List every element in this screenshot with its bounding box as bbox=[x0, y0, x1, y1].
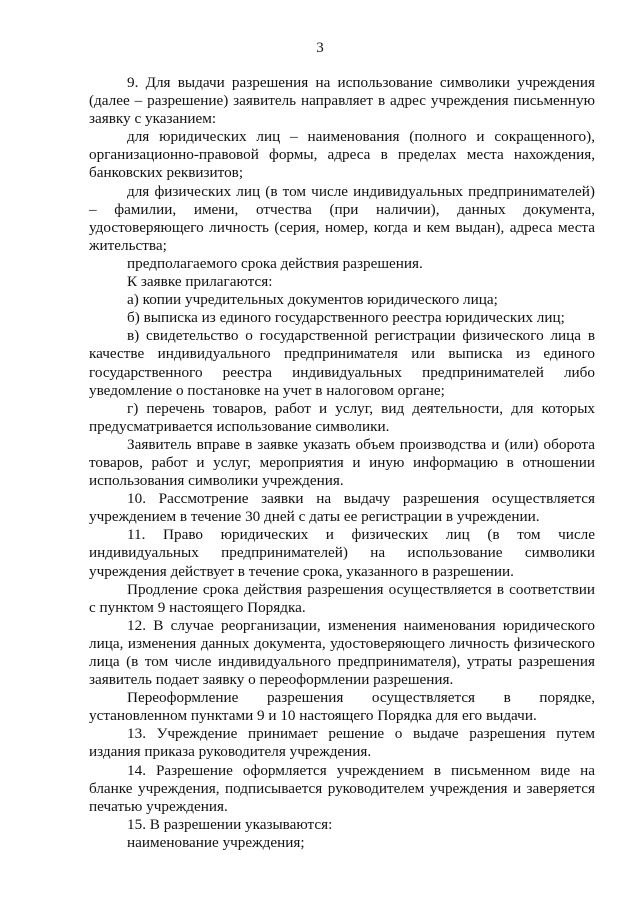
paragraph-applicant-rights: Заявитель вправе в заявке указать объем производства и (или) оборота товаров, работ и услуг, мероприятия и иную информацию в отношении использования символики учреждения. bbox=[89, 435, 595, 490]
paragraph-reissue: Переоформление разрешения осуществляется в порядке, установленном пунктами 9 и 10 настоящего Порядка для его выдачи. bbox=[89, 689, 595, 725]
paragraph-12: 12. В случае реорганизации, изменения наименования юридического лица, изменения данных документа, удостоверяющего личность физического лица (в том числе индивидуального предпринимателя), утраты разрешения заявитель подает заявку о переоформлении разрешения. bbox=[89, 616, 595, 689]
page-number: 3 bbox=[316, 40, 324, 56]
paragraph-item-g: г) перечень товаров, работ и услуг, вид деятельности, для которых предусматривается использование символики. bbox=[89, 399, 595, 435]
paragraph-14: 14. Разрешение оформляется учреждением в письменном виде на бланке учреждения, подписывается руководителем учреждения и заверяется печатью учреждения. bbox=[89, 761, 595, 815]
paragraph-13: 13. Учреждение принимает решение о выдаче разрешения путем издания приказа руководителя учреждения. bbox=[89, 725, 595, 761]
document-body bbox=[89, 74, 595, 852]
paragraph-15: 15. В разрешении указываются: bbox=[127, 815, 333, 833]
paragraph-attachments: К заявке прилагаются: bbox=[127, 273, 273, 291]
paragraph-term: предполагаемого срока действия разрешения. bbox=[127, 254, 423, 272]
paragraph-item-v: в) свидетельство о государственной регистрации физического лица в качестве индивидуального предпринимателя или выписка из единого государственного реестра индивидуальных предпринимателей либо уведомление о постановке на учет в налоговом органе; bbox=[89, 327, 595, 399]
paragraph-item-b: б) выписка из единого государственного реестра юридических лиц; bbox=[127, 309, 565, 327]
paragraph-10: 10. Рассмотрение заявки на выдачу разрешения осуществляется учреждением в течение 30 дней с даты ее регистрации в учреждении. bbox=[89, 490, 595, 526]
paragraph-item-a: а) копии учредительных документов юридического лица; bbox=[127, 291, 498, 309]
paragraph-institution-name: наименование учреждения; bbox=[127, 833, 305, 851]
paragraph-9: 9. Для выдачи разрешения на использование символики учреждения (далее – разрешение) заявитель направляет в адрес учреждения письменную заявку с указанием: bbox=[89, 74, 595, 128]
paragraph-extension: Продление срока действия разрешения осуществляется в соответствии с пунктом 9 настоящего Порядка. bbox=[89, 580, 595, 616]
paragraph-legal-entities: для юридических лиц – наименования (полного и сокращенного), организационно-правовой формы, адреса в пределах места нахождения, банковских реквизитов; bbox=[89, 128, 595, 182]
paragraph-individuals: для физических лиц (в том числе индивидуальных предпринимателей) – фамилии, имени, отчества (при наличии), данных документа, удостоверяющего личность (серия, номер, когда и кем выдан), адреса места жительства; bbox=[89, 182, 595, 254]
paragraph-11: 11. Право юридических и физических лиц (в том числе индивидуальных предпринимателей) на использование символики учреждения действует в течение срока, указанного в разрешении. bbox=[89, 526, 595, 580]
